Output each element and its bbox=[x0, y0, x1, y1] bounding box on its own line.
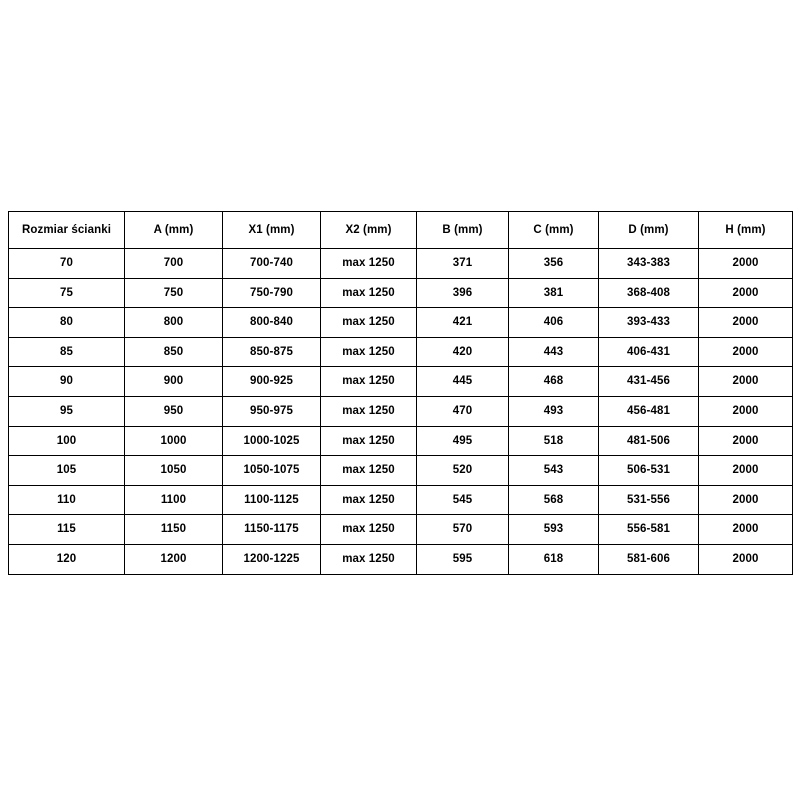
column-header-x2: X2 (mm) bbox=[321, 212, 417, 249]
cell-size: 80 bbox=[9, 308, 125, 338]
cell-size: 100 bbox=[9, 426, 125, 456]
cell-b: 396 bbox=[417, 278, 509, 308]
cell-b: 445 bbox=[417, 367, 509, 397]
cell-x1: 1050-1075 bbox=[223, 456, 321, 486]
cell-a: 850 bbox=[125, 337, 223, 367]
cell-a: 1150 bbox=[125, 515, 223, 545]
column-header-c: C (mm) bbox=[509, 212, 599, 249]
cell-b: 470 bbox=[417, 396, 509, 426]
cell-b: 545 bbox=[417, 485, 509, 515]
column-header-rozmiar-scianki: Rozmiar ścianki bbox=[9, 212, 125, 249]
table-row bbox=[9, 367, 793, 397]
cell-size: 75 bbox=[9, 278, 125, 308]
dimensions-table bbox=[8, 211, 793, 575]
cell-x2: max 1250 bbox=[321, 396, 417, 426]
cell-c: 381 bbox=[509, 278, 599, 308]
table-row bbox=[9, 485, 793, 515]
table-row bbox=[9, 278, 793, 308]
cell-x2: max 1250 bbox=[321, 308, 417, 338]
cell-a: 900 bbox=[125, 367, 223, 397]
cell-h: 2000 bbox=[699, 308, 793, 338]
cell-c: 593 bbox=[509, 515, 599, 545]
cell-c: 493 bbox=[509, 396, 599, 426]
cell-size: 95 bbox=[9, 396, 125, 426]
cell-a: 800 bbox=[125, 308, 223, 338]
cell-d: 431-456 bbox=[599, 367, 699, 397]
cell-b: 520 bbox=[417, 456, 509, 486]
cell-d: 406-431 bbox=[599, 337, 699, 367]
cell-x1: 1150-1175 bbox=[223, 515, 321, 545]
table-row bbox=[9, 515, 793, 545]
cell-x1: 750-790 bbox=[223, 278, 321, 308]
cell-h: 2000 bbox=[699, 249, 793, 279]
cell-x2: max 1250 bbox=[321, 426, 417, 456]
cell-d: 556-581 bbox=[599, 515, 699, 545]
cell-x2: max 1250 bbox=[321, 367, 417, 397]
cell-a: 700 bbox=[125, 249, 223, 279]
cell-b: 420 bbox=[417, 337, 509, 367]
cell-size: 105 bbox=[9, 456, 125, 486]
cell-x2: max 1250 bbox=[321, 456, 417, 486]
cell-b: 595 bbox=[417, 544, 509, 574]
cell-d: 531-556 bbox=[599, 485, 699, 515]
cell-h: 2000 bbox=[699, 367, 793, 397]
cell-h: 2000 bbox=[699, 515, 793, 545]
cell-d: 481-506 bbox=[599, 426, 699, 456]
column-header-a: A (mm) bbox=[125, 212, 223, 249]
cell-x1: 900-925 bbox=[223, 367, 321, 397]
table-row bbox=[9, 308, 793, 338]
table-row bbox=[9, 456, 793, 486]
cell-b: 371 bbox=[417, 249, 509, 279]
cell-x2: max 1250 bbox=[321, 278, 417, 308]
cell-x2: max 1250 bbox=[321, 249, 417, 279]
cell-d: 456-481 bbox=[599, 396, 699, 426]
cell-c: 468 bbox=[509, 367, 599, 397]
table-row bbox=[9, 396, 793, 426]
cell-size: 85 bbox=[9, 337, 125, 367]
cell-x1: 800-840 bbox=[223, 308, 321, 338]
cell-a: 750 bbox=[125, 278, 223, 308]
column-header-x1: X1 (mm) bbox=[223, 212, 321, 249]
cell-h: 2000 bbox=[699, 396, 793, 426]
table-row bbox=[9, 337, 793, 367]
column-header-d: D (mm) bbox=[599, 212, 699, 249]
cell-size: 110 bbox=[9, 485, 125, 515]
cell-a: 1000 bbox=[125, 426, 223, 456]
cell-h: 2000 bbox=[699, 544, 793, 574]
cell-c: 406 bbox=[509, 308, 599, 338]
column-header-h: H (mm) bbox=[699, 212, 793, 249]
cell-c: 618 bbox=[509, 544, 599, 574]
cell-h: 2000 bbox=[699, 485, 793, 515]
table-row bbox=[9, 426, 793, 456]
column-header-b: B (mm) bbox=[417, 212, 509, 249]
cell-b: 421 bbox=[417, 308, 509, 338]
cell-x2: max 1250 bbox=[321, 515, 417, 545]
cell-h: 2000 bbox=[699, 456, 793, 486]
cell-a: 1100 bbox=[125, 485, 223, 515]
cell-size: 90 bbox=[9, 367, 125, 397]
dimensions-table-container bbox=[8, 211, 792, 575]
cell-x1: 1000-1025 bbox=[223, 426, 321, 456]
cell-d: 368-408 bbox=[599, 278, 699, 308]
cell-c: 543 bbox=[509, 456, 599, 486]
cell-x1: 850-875 bbox=[223, 337, 321, 367]
table-header bbox=[9, 212, 793, 249]
cell-d: 581-606 bbox=[599, 544, 699, 574]
cell-a: 1050 bbox=[125, 456, 223, 486]
table-body bbox=[9, 249, 793, 575]
cell-d: 343-383 bbox=[599, 249, 699, 279]
cell-c: 443 bbox=[509, 337, 599, 367]
table-header-row bbox=[9, 212, 793, 249]
cell-h: 2000 bbox=[699, 337, 793, 367]
cell-h: 2000 bbox=[699, 278, 793, 308]
cell-b: 570 bbox=[417, 515, 509, 545]
cell-x1: 1100-1125 bbox=[223, 485, 321, 515]
cell-size: 70 bbox=[9, 249, 125, 279]
cell-x1: 1200-1225 bbox=[223, 544, 321, 574]
cell-c: 518 bbox=[509, 426, 599, 456]
cell-d: 393-433 bbox=[599, 308, 699, 338]
table-row bbox=[9, 544, 793, 574]
cell-x1: 950-975 bbox=[223, 396, 321, 426]
cell-c: 568 bbox=[509, 485, 599, 515]
cell-h: 2000 bbox=[699, 426, 793, 456]
cell-x2: max 1250 bbox=[321, 544, 417, 574]
cell-size: 120 bbox=[9, 544, 125, 574]
cell-d: 506-531 bbox=[599, 456, 699, 486]
cell-x2: max 1250 bbox=[321, 485, 417, 515]
cell-x2: max 1250 bbox=[321, 337, 417, 367]
table-row bbox=[9, 249, 793, 279]
cell-a: 950 bbox=[125, 396, 223, 426]
cell-c: 356 bbox=[509, 249, 599, 279]
cell-size: 115 bbox=[9, 515, 125, 545]
cell-a: 1200 bbox=[125, 544, 223, 574]
cell-x1: 700-740 bbox=[223, 249, 321, 279]
cell-b: 495 bbox=[417, 426, 509, 456]
